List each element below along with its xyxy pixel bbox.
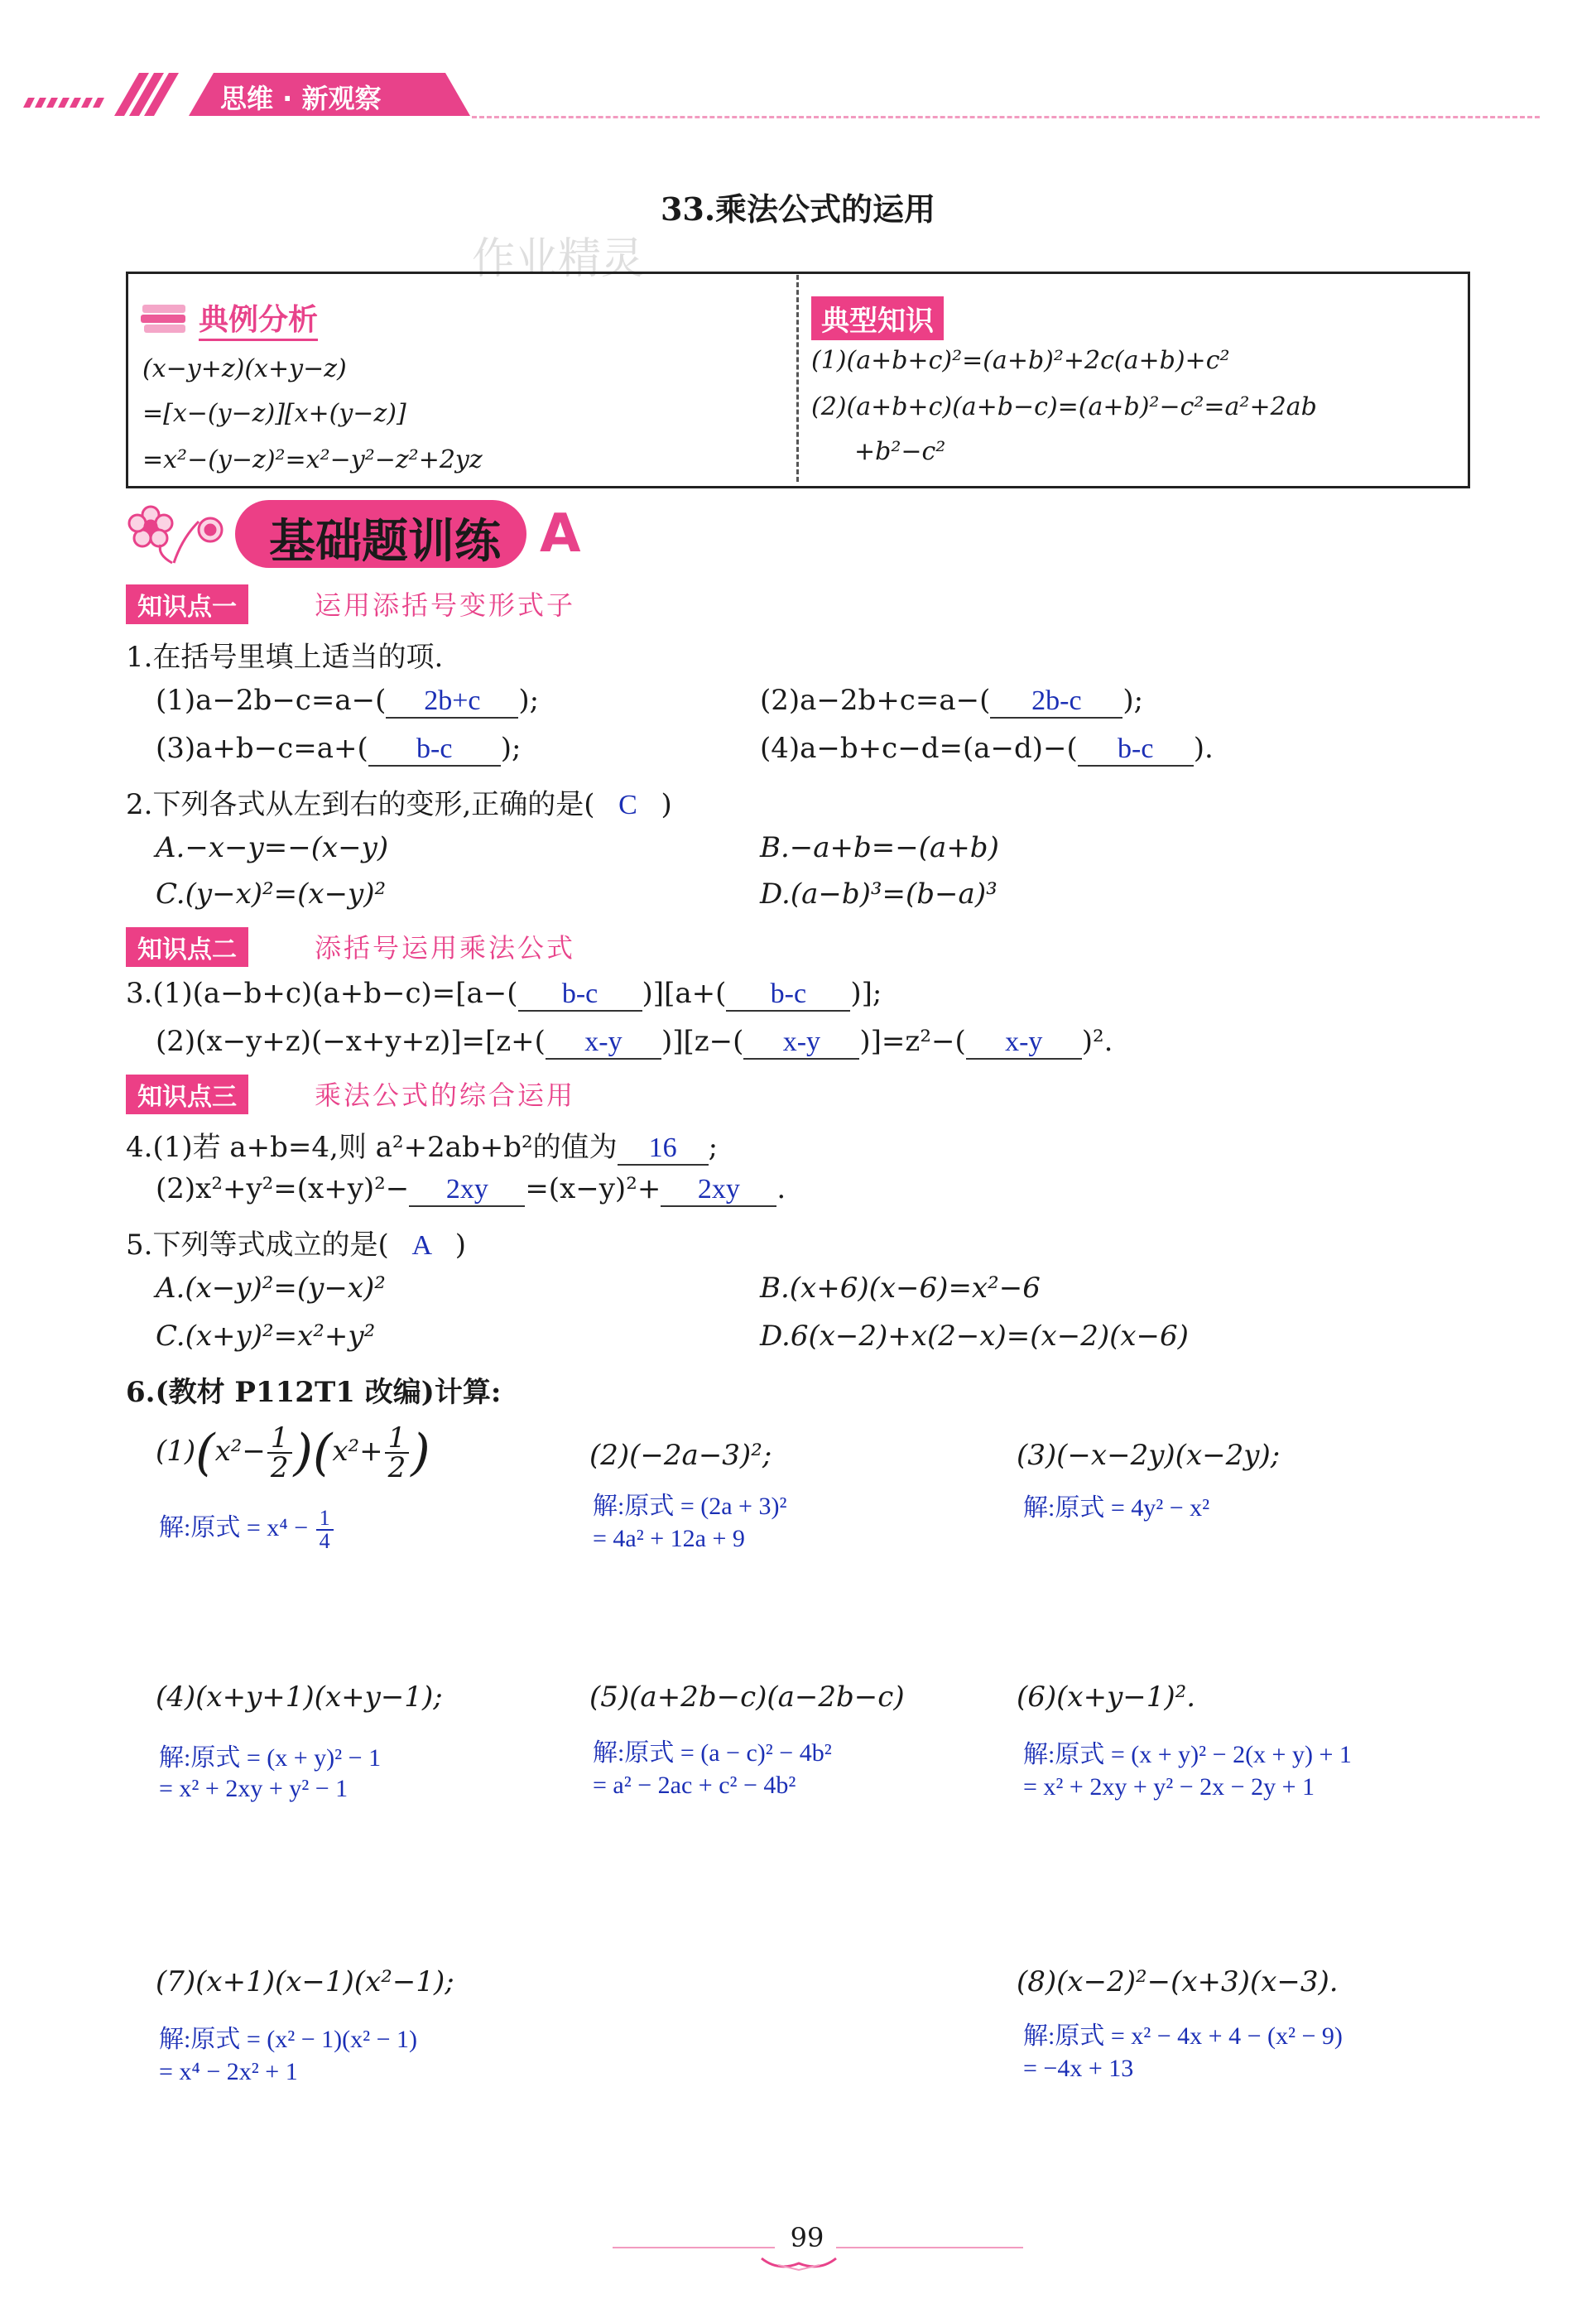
footer-line-right [836,2247,1023,2248]
q6-part5-solution-1: 解:原式 = (a − c)² − 4b² [593,1739,832,1767]
q6-part6: (6)(x+y−1)². [1017,1681,1196,1714]
q2-stem-pre: 2.下列各式从左到右的变形,正确的是( [126,788,595,821]
q4-line2-pre: (2)x²+y²=(x+y)²− [156,1172,410,1205]
q5-stem-post: ) [454,1229,466,1262]
q1-part2 [760,684,1143,719]
book-icon-svg [139,296,190,336]
q6-part4: (4)(x+y+1)(x+y−1); [156,1681,443,1714]
q6-part1: (1)(x²− $\frac{1}{2}$ )(x²+ $\frac{1}{2}$ ) [156,1421,430,1484]
kp3-title: 乘法公式的综合运用 [315,1080,576,1111]
q6-part1-solution-frac [316,1508,334,1552]
q5-option-b: B.(x+6)(x−6)=x²−6 [760,1272,1041,1305]
q6-part4-solution-2: = x² + 2xy + y² − 1 [159,1775,349,1802]
q6-part7: (7)(x+1)(x−1)(x²−1); [156,1965,454,1998]
q1-part2-post: ); [1122,684,1144,717]
q2-answer: C [618,790,637,820]
q4-line2 [156,1172,786,1207]
q3-line1-b: )][a+( [642,977,727,1010]
q4-line2-mid: =(x−y)²+ [525,1172,661,1205]
q1-part3 [156,732,521,767]
q4-line1-pre: 4.(1)若 a+b=4,则 a²+2ab+b²的值为 [126,1131,618,1164]
q3-line1-a: 3.(1)(a−b+c)(a+b−c)=[a−( [126,977,518,1010]
q6-part1-frac-a-num: 1 [267,1424,292,1454]
q6-part1-frac-a [267,1421,292,1484]
kp1-tag: 知识点一 [126,584,248,624]
q3-answer-5: x-y [1005,1027,1043,1057]
q1-part4-pre: (4)a−b+c−d=(a−d)−( [760,732,1078,765]
kp1-title: 运用添括号变形式子 [315,589,576,621]
page-title: 33.乘法公式的运用 [660,190,936,228]
q2-option-b: B.−a+b=−(a+b) [760,831,999,864]
knowledge-line-1: (1)(a+b+c)²=(a+b)²+2c(a+b)+c² [811,346,1230,375]
q6-part1-term-b: x²+ [332,1435,383,1468]
q5-stem-pre: 5.下列等式成立的是( [126,1229,389,1262]
q2-stem [126,781,672,822]
q1-part1-pre: (1)a−2b−c=a−( [156,684,387,717]
q6-part3-solution-1: 解:原式 = 4y² − x² [1023,1494,1210,1522]
q6-part1-label: (1) [156,1435,196,1468]
q2-option-d: D.(a−b)³=(b−a)³ [760,878,997,911]
q6-part8-solution-1: 解:原式 = x² − 4x + 4 − (x² − 9) [1023,2022,1343,2050]
q2-stem-post: ) [661,788,672,821]
q6-part3: (3)(−x−2y)(x−2y); [1017,1439,1281,1472]
q1-part2-answer: 2b-c [1031,685,1082,716]
q4-answer-2: 2xy [445,1174,488,1205]
q6-part1-solution [159,1507,335,1552]
q3-answer-4: x-y [782,1027,821,1057]
q1-part1-answer: 2b+c [424,685,481,716]
q6-part5-solution-2: = a² − 2ac + c² − 4b² [593,1772,796,1799]
section-title: 基础题训练 [269,515,501,569]
q6-part1-term-a: x²− [214,1435,266,1468]
header-series: 思维 · 新观察 [220,83,382,114]
q1-stem: 1.在括号里填上适当的项. [126,641,444,674]
knowledge-line-2: (2)(a+b+c)(a+b−c)=(a+b)²−c²=a²+2ab [811,392,1317,421]
q1-part2-pre: (2)a−2b+c=a−( [760,684,991,717]
knowledge-label: 典型知识 [811,296,944,340]
q4-line2-post: . [776,1172,786,1205]
q4-line1 [126,1124,718,1166]
example-box-divider [796,275,799,482]
q1-part4-post: ). [1193,732,1214,765]
q5-option-a: A.(x−y)²=(y−x)² [156,1272,386,1305]
q6-part8-solution-2: = −4x + 13 [1023,2055,1134,2082]
footer-ornament [753,2253,844,2277]
q2-option-a: A.−x−y=−(x−y) [156,831,389,864]
header-dashed-line [472,116,1540,118]
kp2-tag: 知识点二 [126,927,248,967]
q4-answer-3: 2xy [697,1174,740,1205]
q6-part1-frac-b [385,1421,410,1484]
q1-part3-answer: b-c [416,733,453,764]
footer-line-left [613,2247,775,2248]
q5-stem [126,1222,466,1262]
q3-line2-d: )². [1081,1025,1113,1058]
q6-part1-frac-a-den: 2 [270,1451,289,1484]
q6-part1-solution-den: 4 [319,1529,330,1554]
section-level: A [540,503,581,565]
q4-line1-post: ; [708,1131,719,1164]
q5-option-c: C.(x+y)²=x²+y² [156,1320,376,1353]
q6-part6-solution-2: = x² + 2xy + y² − 2x − 2y + 1 [1023,1773,1315,1801]
q1-part1-post: ); [518,684,540,717]
example-line-3: =x²−(y−z)²=x²−y²−z²+2yz [142,445,483,474]
q4-answer-1: 16 [648,1132,677,1163]
q6-part7-solution-2: = x⁴ − 2x² + 1 [159,2058,298,2085]
q1-part3-post: ); [500,732,522,765]
q3-answer-1: b-c [561,979,598,1009]
q3-line1-c: )]; [850,977,882,1010]
q6-part4-solution-1: 解:原式 = (x + y)² − 1 [159,1744,382,1772]
q6-part1-solution-text: 解:原式 = x⁴ − [159,1514,309,1541]
q6-part2-solution-2: = 4a² + 12a + 9 [593,1525,745,1552]
q2-option-c: C.(y−x)²=(x−y)² [156,878,387,911]
q1-part4-answer: b-c [1118,733,1154,764]
knowledge-line-3: +b²−c² [854,437,946,466]
example-label: 典例分析 [199,296,318,341]
q6-stem: 6.(教材 P112T1 改编)计算: [126,1376,502,1409]
kp3-tag: 知识点三 [126,1075,248,1114]
q6-part7-solution-1: 解:原式 = (x² − 1)(x² − 1) [159,2026,418,2053]
q6-part2-solution-1: 解:原式 = (2a + 3)² [593,1493,787,1520]
footer-ornament-svg [753,2253,844,2273]
flower-icon-svg [124,497,232,571]
q1-part1 [156,684,539,719]
q6-part6-solution-1: 解:原式 = (x + y)² − 2(x + y) + 1 [1023,1741,1352,1768]
q3-line2-a: (2)(x−y+z)(−x+y+z)]=[z+( [156,1025,546,1058]
q5-answer: A [411,1230,432,1261]
q3-line2-c: )]=z²−( [859,1025,966,1058]
q3-line1 [126,977,882,1012]
q5-option-d: D.6(x−2)+x(2−x)=(x−2)(x−6) [760,1320,1189,1353]
book-icon [139,296,190,339]
q6-part8: (8)(x−2)²−(x+3)(x−3). [1017,1965,1339,1998]
q1-part3-pre: (3)a+b−c=a+( [156,732,368,765]
page-number: 99 [790,2222,824,2253]
q6-part2: (2)(−2a−3)²; [589,1439,772,1472]
q6-part1-solution-num: 1 [316,1508,334,1531]
q3-answer-2: b-c [770,979,807,1009]
kp2-title: 添括号运用乘法公式 [315,932,576,964]
q3-line2 [156,1025,1113,1060]
q3-answer-3: x-y [584,1027,623,1057]
watermark: 作业精灵 [472,234,645,284]
q6-part5: (5)(a+2b−c)(a−2b−c) [589,1681,905,1714]
q1-part4 [760,732,1214,767]
flower-icon [124,497,232,575]
example-line-1: (x−y+z)(x+y−z) [142,354,347,383]
q3-line2-b: )][z−( [661,1025,744,1058]
q6-part1-frac-b-den: 2 [387,1451,406,1484]
header-ribbon [23,66,470,124]
example-line-2: =[x−(y−z)][x+(y−z)] [142,399,406,428]
q6-part1-frac-b-num: 1 [385,1424,410,1454]
